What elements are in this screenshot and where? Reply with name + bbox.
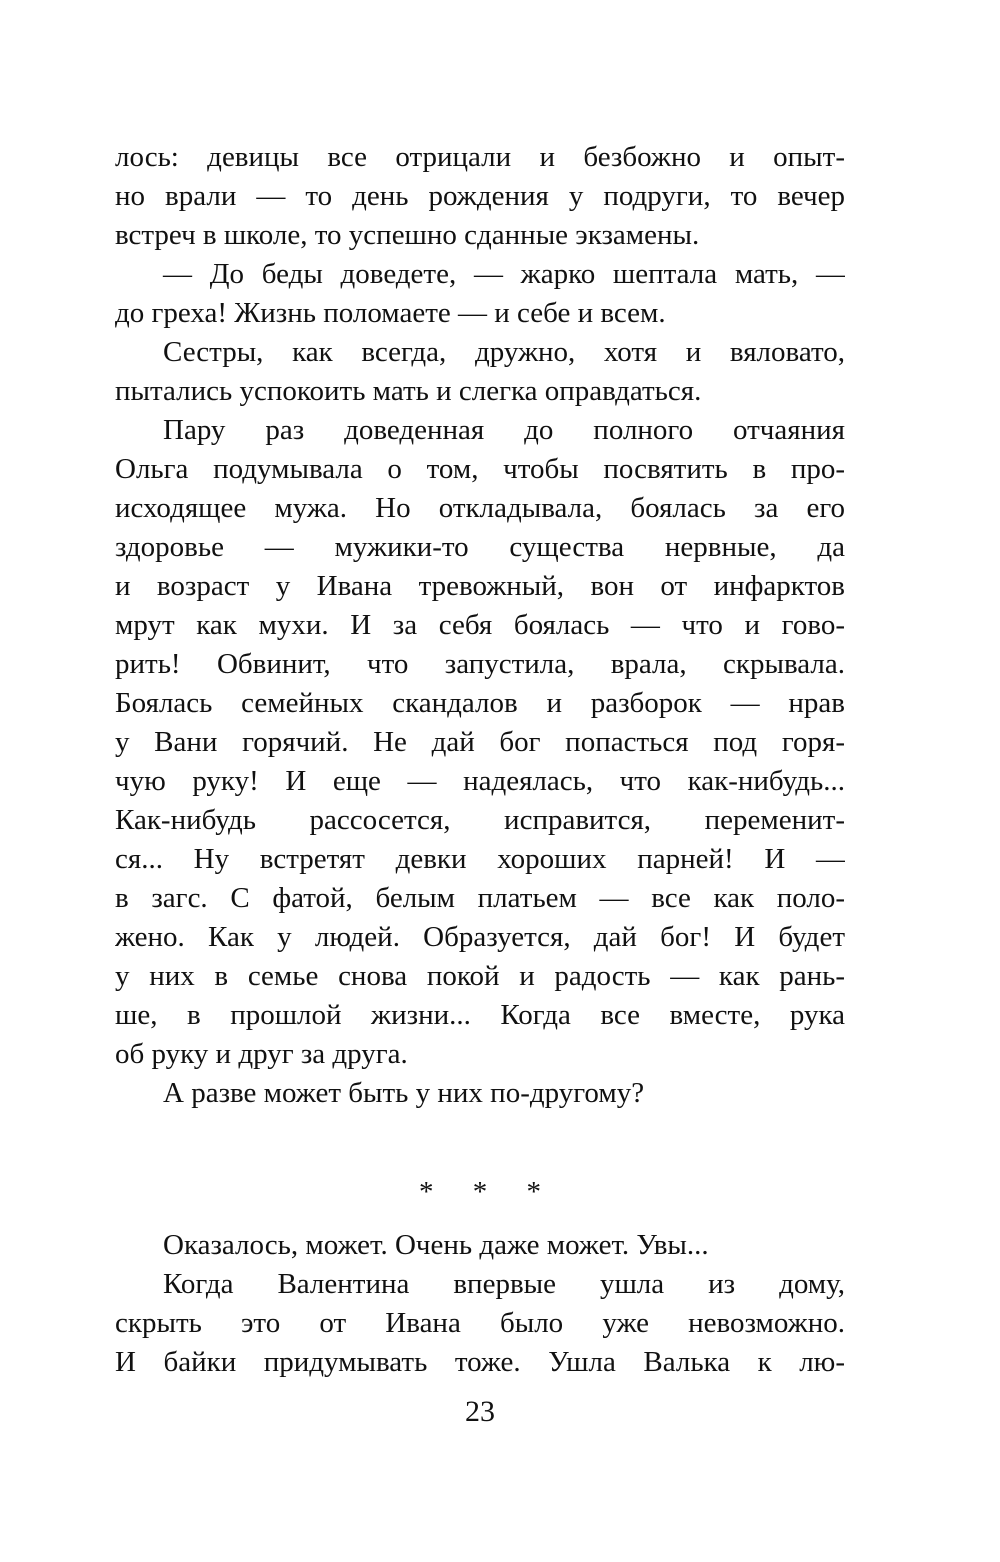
- text-line: у них в семье снова покой и радость — как рань-: [115, 960, 845, 992]
- section-separator: * * *: [419, 1176, 541, 1208]
- text-line: И байки придумывать тоже. Ушла Валька к лю-: [115, 1346, 845, 1378]
- text-line: А разве может быть у них по-другому?: [163, 1077, 645, 1109]
- text-line: об руку и друг за друга.: [115, 1038, 408, 1070]
- text-line: мрут как мухи. И за себя боялась — что и гово-: [115, 609, 845, 641]
- text-line: Как-нибудь рассосется, исправится, переменит-: [115, 804, 845, 836]
- text-line: ся... Ну встретят девки хороших парней! И —: [115, 843, 845, 875]
- text-line: рить! Обвинит, что запустила, врала, скрывала.: [115, 648, 845, 680]
- text-line: у Вани горячий. Не дай бог попасться под горя-: [115, 726, 845, 758]
- text-line: — До беды доведете, — жарко шептала мать, —: [163, 258, 845, 290]
- text-line: до греха! Жизнь поломаете — и себе и всем.: [115, 297, 666, 329]
- text-line: исходящее мужа. Но откладывала, боялась за его: [115, 492, 845, 524]
- text-line: Пару раз доведенная до полного отчаяния: [163, 414, 845, 446]
- text-line: но врали — то день рождения у подруги, то вечер: [115, 180, 845, 212]
- text-line: и возраст у Ивана тревожный, вон от инфарктов: [115, 570, 845, 602]
- text-line: Когда Валентина впервые ушла из дому,: [163, 1268, 845, 1300]
- text-line: в загс. С фатой, белым платьем — все как поло-: [115, 882, 845, 914]
- text-line: здоровье — мужики-то существа нервные, да: [115, 531, 845, 563]
- text-line: чую руку! И еще — надеялась, что как-нибудь...: [115, 765, 845, 797]
- text-line: Сестры, как всегда, дружно, хотя и вяловато,: [163, 336, 845, 368]
- page-text: [115, 138, 845, 1382]
- text-line: встреч в школе, то успешно сданные экзамены.: [115, 219, 700, 251]
- text-line: лось: девицы все отрицали и безбожно и опыт-: [115, 141, 845, 173]
- page-number: 23: [465, 1395, 495, 1428]
- text-line: Ольга подумывала о том, чтобы посвятить в про-: [115, 453, 845, 485]
- text-line: пытались успокоить мать и слегка оправдаться.: [115, 375, 702, 407]
- text-line: Оказалось, может. Очень даже может. Увы...: [163, 1229, 709, 1261]
- text-line: жено. Как у людей. Образуется, дай бог! И будет: [115, 921, 845, 953]
- text-line: скрыть это от Ивана было уже невозможно.: [115, 1307, 845, 1339]
- text-line: ше, в прошлой жизни... Когда все вместе, рука: [115, 999, 845, 1031]
- text-line: Боялась семейных скандалов и разборок — нрав: [115, 687, 845, 719]
